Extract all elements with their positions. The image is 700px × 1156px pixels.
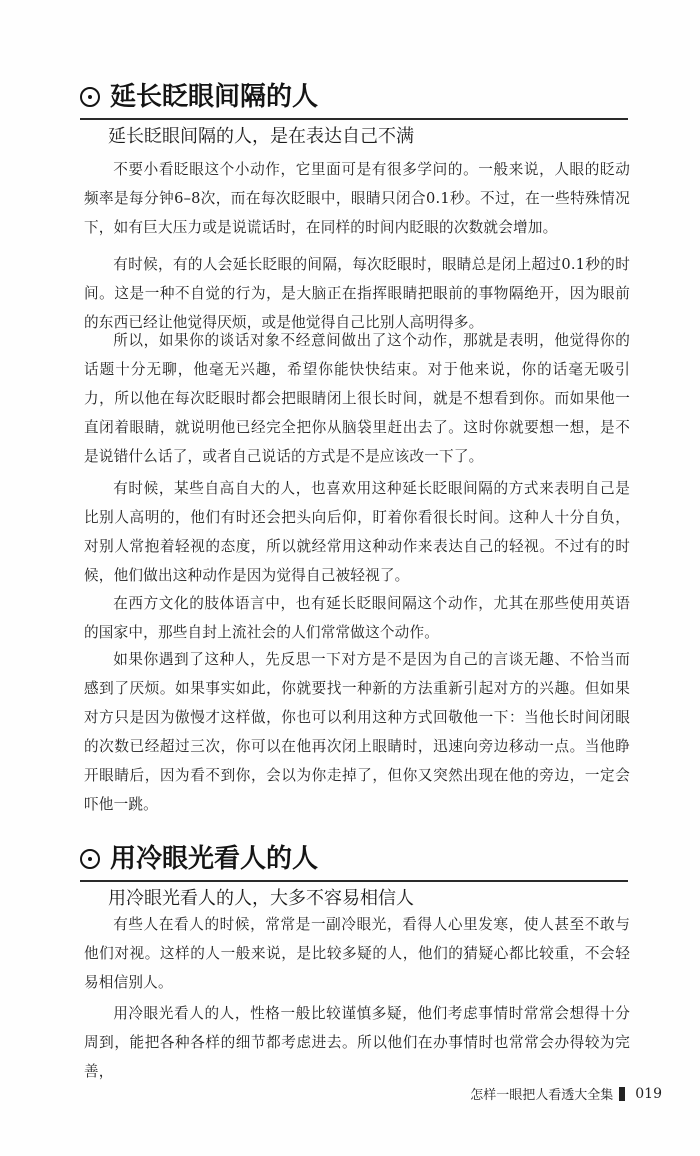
section-title-1 — [80, 80, 628, 114]
section-title-2 — [80, 842, 628, 876]
section-header-2 — [80, 842, 628, 913]
paragraph: 用冷眼光看人的人，性格一般比较谨慎多疑，他们考虑事情时常常会想得十分周到，能把各种各样的细节都考虑进去。所以他们在办事情时也常常会办得较为完善， — [84, 1005, 630, 1080]
section-title-text: 延长眨眼间隔的人 — [110, 82, 319, 112]
section-subtitle-2: 用冷眼光看人的人，大多不容易相信人 — [108, 888, 414, 909]
circle-dot-icon — [80, 849, 100, 869]
page-number: 019 — [635, 1085, 662, 1102]
paragraph: 如果你遇到了这种人，先反思一下对方是不是因为自己的言谈无趣、不恰当而感到了厌烦。如果事实如此，你就要找一种新的方法重新引起对方的兴趣。但如果对方只是因为傲慢才这样做，你也可以利用这种方式回敬他一下：当他长时间闭眼的次数已经超过三次，你可以在他再次闭上眼睛时，迅速向旁边移动一点。当他睁开眼睛后，因为看不到你，会以为你走掉了，但你又突然出现在他的旁边，一定会吓他一跳。 — [84, 651, 630, 813]
section-title-text: 用冷眼光看人的人 — [110, 844, 319, 874]
paragraph: 不要小看眨眼这个小动作，它里面可是有很多学问的。一般来说，人眼的眨动频率是每分钟6–8次，而在每次眨眼中，眼睛只闭合0.1秒。不过，在一些特殊情况下，如有巨大压力或是说谎话时，在同样的时间内眨眼的次数就会增加。 — [84, 161, 630, 236]
paragraph: 有时候，有的人会延长眨眼的间隔，每次眨眼时，眼睛总是闭上超过0.1秒的时间。这是一种不自觉的行为，是大脑正在指挥眼睛把眼前的事物隔绝开，因为眼前的东西已经让他觉得厌烦，或是他觉得自己比别人高明得多。 — [84, 256, 630, 331]
paragraph: 在西方文化的肢体语言中，也有延长眨眼间隔这个动作，尤其在那些使用英语的国家中，那些自封上流社会的人们常常做这个动作。 — [84, 595, 630, 641]
paragraph: 有时候，某些自高自大的人，也喜欢用这种延长眨眼间隔的方式来表明自己是比别人高明的，他们有时还会把头向后仰，盯着你看很长时间。这种人十分自负，对别人常抱着轻视的态度，所以就经常用这种动作来表达自己的轻视。不过有的时候，他们做出这种动作是因为觉得自己被轻视了。 — [84, 480, 630, 584]
page-footer — [470, 1084, 662, 1103]
section-header-1 — [80, 80, 628, 151]
section-divider — [80, 880, 628, 882]
book-title: 怎样一眼把人看透大全集 — [470, 1088, 614, 1103]
paragraph: 有些人在看人的时候，常常是一副冷眼光，看得人心里发寒，使人甚至不敢与他们对视。这样的人一般来说，是比较多疑的人，他们的猜疑心都比较重，不会轻易相信别人。 — [84, 916, 630, 991]
paragraph: 所以，如果你的谈话对象不经意间做出了这个动作，那就是表明，他觉得你的话题十分无聊，他毫无兴趣，希望你能快快结束。对于他来说，你的话毫无吸引力，所以他在每次眨眼时都会把眼睛闭上很长时间，就是不想看到你。而如果他一直闭着眼睛，就说明他已经完全把你从脑袋里赶出去了。这时你就要想一想，是不是说错什么话了，或者自己说话的方式是不是应该改一下了。 — [84, 332, 630, 465]
footer-bar-icon — [619, 1087, 625, 1101]
circle-dot-icon — [80, 87, 100, 107]
section-subtitle-1: 延长眨眼间隔的人，是在表达自己不满 — [108, 126, 414, 147]
section-divider — [80, 118, 628, 120]
